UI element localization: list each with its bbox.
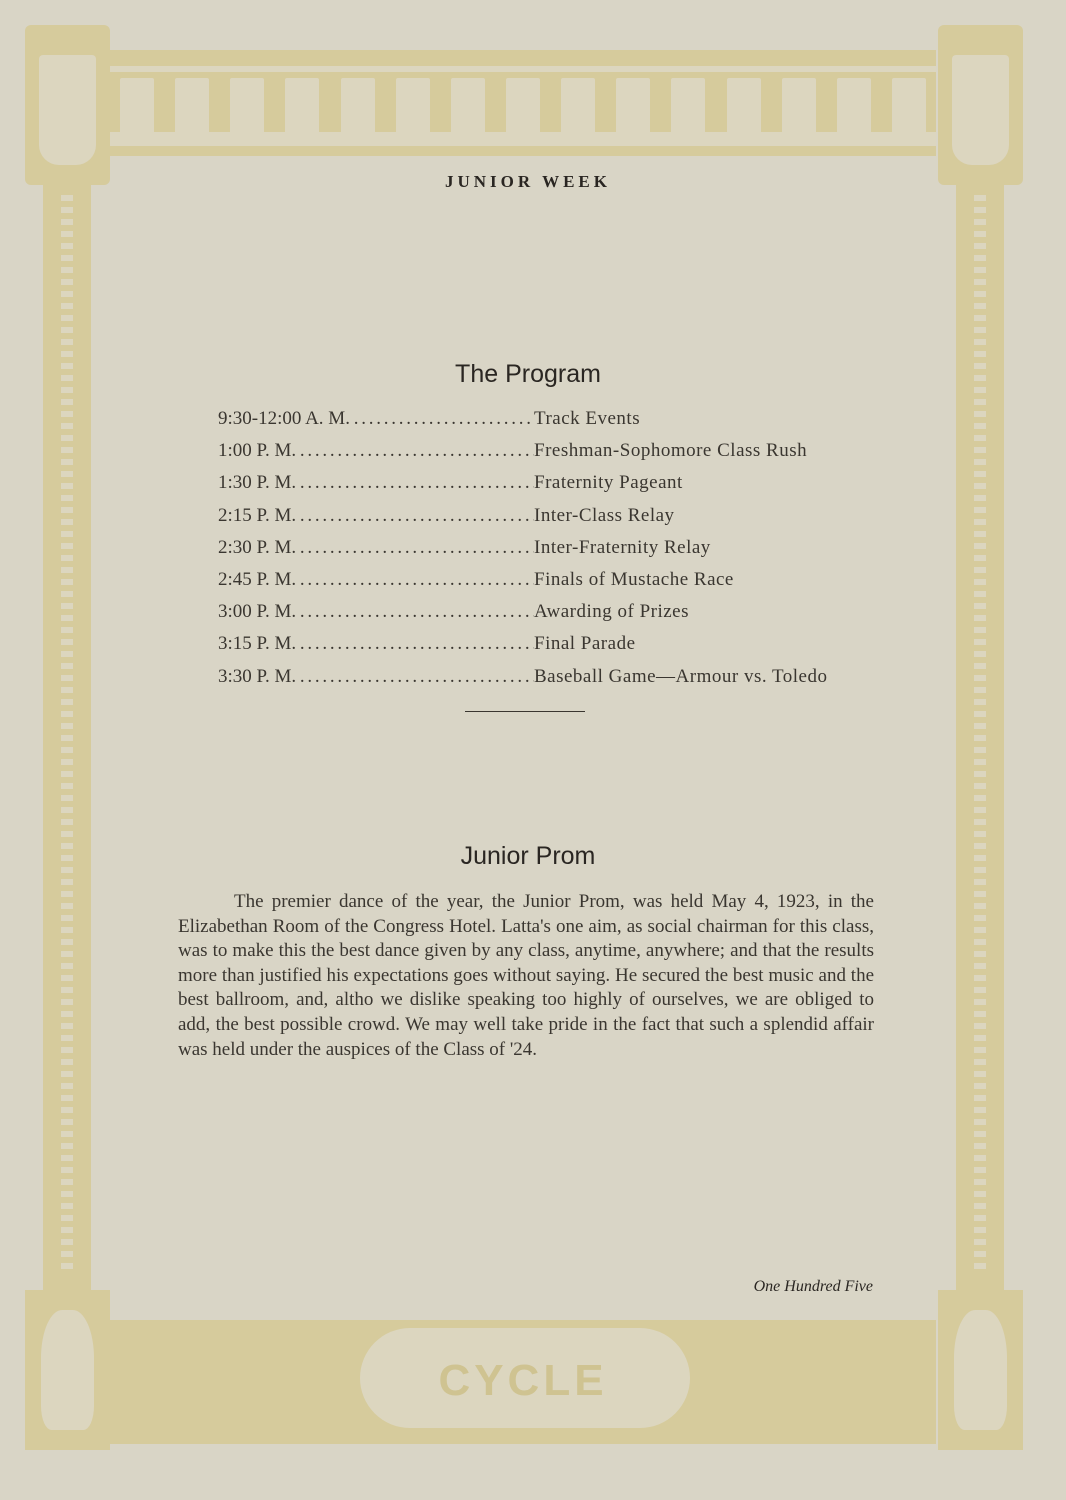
program-event: Track Events <box>534 408 641 429</box>
program-time: 1:00 P. M. . . . <box>218 440 534 462</box>
program-row <box>218 569 828 601</box>
top-ornamental-banner <box>110 50 936 156</box>
program-event: Inter-Class Relay <box>534 504 675 526</box>
program-time: 3:15 P. M. . . . <box>218 633 534 655</box>
program-row <box>218 408 828 440</box>
program-event: Awarding of Prizes <box>534 601 689 623</box>
program-row <box>218 633 828 665</box>
running-header: JUNIOR WEEK <box>444 172 611 191</box>
program-row <box>218 472 828 504</box>
banner-logo: CYCLE <box>438 1356 608 1405</box>
program-event: Fraternity Pageant <box>534 472 683 494</box>
program-time: 2:15 P. M. . . . <box>218 505 534 527</box>
program-event: Freshman-Sophomore Class Rush <box>534 440 808 462</box>
left-ornamental-pillar <box>25 25 110 1450</box>
program-time: 3:30 P. M. . . . <box>218 666 534 688</box>
program-list <box>218 408 828 698</box>
program-time: 9:30-12:00 A. M. . . . <box>218 408 534 430</box>
program-event: Inter-Fraternity Relay <box>534 536 711 558</box>
bottom-ornamental-banner <box>110 1320 936 1444</box>
right-ornamental-pillar <box>938 25 1023 1450</box>
program-time: 2:30 P. M. . . . <box>218 537 534 559</box>
program-row <box>218 440 828 472</box>
prom-title: Junior Prom <box>460 842 596 870</box>
program-time: 2:45 P. M. . . . <box>218 569 534 591</box>
program-event: Final Parade <box>534 633 636 655</box>
prom-paragraph: The premier dance of the year, the Junior Prom, was held May 4, 1923, in the Elizabethan Room of the Congress Hotel. Latta's one aim, as social chairman for this class, was to make this the best dance given by any class, anytime, anywhere; and that the results more than justified his expectations goes without saying. He secured the best music and the best ballroom, and, altho we dislike speaking too highly of ourselves, we are obliged to add, the best possible crowd. We may well take pride in the fact that such a splendid affair was held under the auspices of the Class of '24. <box>178 891 874 1060</box>
program-row <box>218 505 828 537</box>
program-event: Baseball Game—Armour vs. Toledo <box>534 665 828 687</box>
program-row <box>218 601 828 633</box>
program-event: Finals of Mustache Race <box>534 568 734 590</box>
program-row <box>218 666 828 698</box>
program-time: 1:30 P. M. . . . <box>218 472 534 494</box>
program-time: 3:00 P. M. . . . <box>218 601 534 623</box>
section-divider <box>465 711 585 712</box>
program-title: The Program <box>455 360 601 388</box>
page-number: One Hundred Five <box>753 1278 873 1295</box>
program-row <box>218 537 828 569</box>
